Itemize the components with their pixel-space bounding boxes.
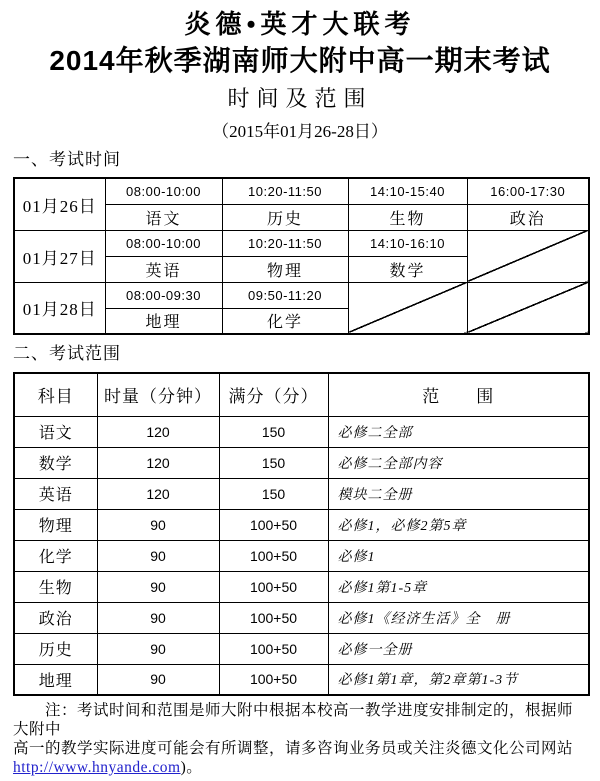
scope-duration-cell: 90 <box>97 664 219 695</box>
scope-header-fullscore: 满分（分） <box>219 373 328 416</box>
scope-range-cell: 必修二全部内容 <box>328 447 589 478</box>
footnote-suffix: )。 <box>180 759 203 776</box>
empty-diagonal-cell <box>467 282 589 334</box>
section2-heading: 二、考试范围 <box>13 344 121 363</box>
footnote-line-1: 注：考试时间和范围是师大附中根据本校高一教学进度安排制定的，根据师大附中 <box>13 702 574 738</box>
scope-row <box>14 540 589 571</box>
scope-header-row <box>14 373 589 416</box>
scope-subject-cell: 政治 <box>14 602 97 633</box>
scope-duration-cell: 120 <box>97 447 219 478</box>
subtitle: 时间及范围 <box>227 86 373 111</box>
footnote <box>13 701 587 777</box>
schedule-time-cell: 14:10-15:40 <box>348 178 467 204</box>
date-range-title: （2015年01月26-28日） <box>212 122 388 141</box>
scope-fullscore-cell: 150 <box>219 416 328 447</box>
scope-duration-cell: 90 <box>97 633 219 664</box>
schedule-subject-cell: 政治 <box>467 204 589 230</box>
main-title: 2014年秋季湖南师大附中高一期末考试 <box>49 45 551 76</box>
schedule-row-day3-times <box>14 282 589 308</box>
schedule-time-cell: 14:10-16:10 <box>348 230 467 256</box>
schedule-row-day2-times <box>14 230 589 256</box>
schedule-subject-cell: 历史 <box>222 204 348 230</box>
schedule-time-cell: 10:20-11:50 <box>222 178 348 204</box>
scope-duration-cell: 90 <box>97 509 219 540</box>
scope-fullscore-cell: 100+50 <box>219 540 328 571</box>
schedule-subject-cell: 地理 <box>105 308 222 334</box>
schedule-subject-cell: 英语 <box>105 256 222 282</box>
scope-duration-cell: 120 <box>97 416 219 447</box>
scope-range-cell: 必修1 <box>328 540 589 571</box>
empty-diagonal-cell <box>348 282 467 334</box>
schedule-subject-cell: 化学 <box>222 308 348 334</box>
scope-duration-cell: 90 <box>97 602 219 633</box>
scope-row <box>14 571 589 602</box>
exam-schedule-table <box>13 177 590 335</box>
scope-row <box>14 509 589 540</box>
scope-row <box>14 447 589 478</box>
schedule-time-cell: 09:50-11:20 <box>222 282 348 308</box>
scope-range-cell: 必修一全册 <box>328 633 589 664</box>
scope-range-cell: 必修二全部 <box>328 416 589 447</box>
scope-range-cell: 必修1第1章，第2章第1-3节 <box>328 664 589 695</box>
scope-range-cell: 必修1《经济生活》全 册 <box>328 602 589 633</box>
scope-row <box>14 664 589 695</box>
scope-subject-cell: 语文 <box>14 416 97 447</box>
scope-fullscore-cell: 150 <box>219 447 328 478</box>
schedule-time-cell: 10:20-11:50 <box>222 230 348 256</box>
scope-row <box>14 416 589 447</box>
scope-header-duration: 时量（分钟） <box>97 373 219 416</box>
scope-range-cell: 必修1第1-5章 <box>328 571 589 602</box>
scope-row <box>14 602 589 633</box>
scope-header-subject: 科目 <box>14 373 97 416</box>
scope-fullscore-cell: 100+50 <box>219 633 328 664</box>
scope-header-range: 范 围 <box>328 373 589 416</box>
schedule-row-day1-times <box>14 178 589 204</box>
scope-subject-cell: 历史 <box>14 633 97 664</box>
footnote-line-3 <box>13 758 587 777</box>
scope-subject-cell: 生物 <box>14 571 97 602</box>
scope-duration-cell: 90 <box>97 571 219 602</box>
scope-row <box>14 633 589 664</box>
footnote-line-2: 高一的教学实际进度可能会有所调整，请多咨询业务员或关注炎德文化公司网站 <box>13 740 574 757</box>
schedule-subject-cell: 生物 <box>348 204 467 230</box>
scope-fullscore-cell: 100+50 <box>219 571 328 602</box>
scope-fullscore-cell: 100+50 <box>219 509 328 540</box>
exam-scope-table <box>13 372 590 696</box>
website-link[interactable]: http://www.hnyande.com <box>13 759 181 776</box>
scope-range-cell: 模块二全册 <box>328 478 589 509</box>
scope-duration-cell: 90 <box>97 540 219 571</box>
schedule-date-cell: 01月28日 <box>14 282 105 334</box>
scope-fullscore-cell: 100+50 <box>219 602 328 633</box>
scope-subject-cell: 数学 <box>14 447 97 478</box>
schedule-date-cell: 01月26日 <box>14 178 105 230</box>
schedule-time-cell: 08:00-10:00 <box>105 178 222 204</box>
scope-row <box>14 478 589 509</box>
scope-duration-cell: 120 <box>97 478 219 509</box>
scope-subject-cell: 化学 <box>14 540 97 571</box>
scope-subject-cell: 物理 <box>14 509 97 540</box>
schedule-subject-cell: 数学 <box>348 256 467 282</box>
schedule-time-cell: 08:00-09:30 <box>105 282 222 308</box>
scope-range-cell: 必修1，必修2第5章 <box>328 509 589 540</box>
scope-fullscore-cell: 100+50 <box>219 664 328 695</box>
brand-title: 炎德•英才大联考 <box>184 10 416 39</box>
scope-subject-cell: 地理 <box>14 664 97 695</box>
schedule-date-cell: 01月27日 <box>14 230 105 282</box>
scope-subject-cell: 英语 <box>14 478 97 509</box>
schedule-subject-cell: 物理 <box>222 256 348 282</box>
scope-fullscore-cell: 150 <box>219 478 328 509</box>
section1-heading: 一、考试时间 <box>13 150 121 169</box>
empty-diagonal-cell <box>467 230 589 282</box>
schedule-time-cell: 16:00-17:30 <box>467 178 589 204</box>
schedule-subject-cell: 语文 <box>105 204 222 230</box>
schedule-time-cell: 08:00-10:00 <box>105 230 222 256</box>
